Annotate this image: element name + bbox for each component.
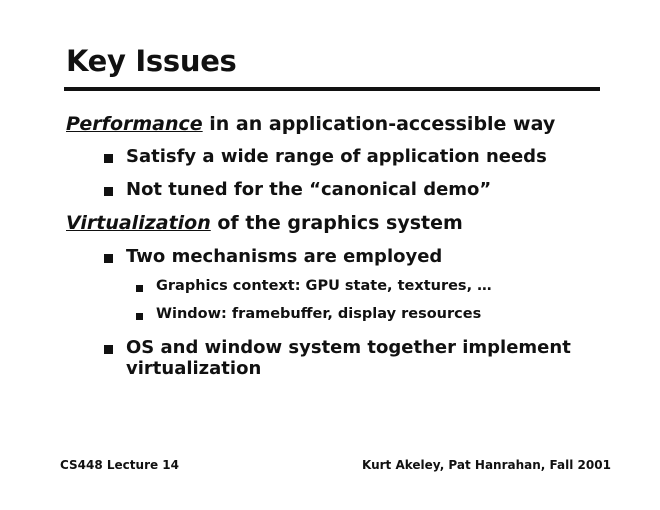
bullet-square-small: [136, 313, 143, 320]
subsubpoint-window: Window: framebuffer, display resources: [156, 306, 482, 322]
bullet-square: [104, 154, 113, 163]
bullet-square: [104, 345, 113, 354]
subpoint-os-window-system: OS and window system together implement: [126, 337, 571, 358]
subsubpoint-graphics-context: Graphics context: GPU state, textures, …: [156, 278, 492, 294]
bullet-square-small: [136, 285, 143, 292]
point-virtualization: [66, 212, 463, 234]
subpoint-wide-range: Satisfy a wide range of application needs: [126, 146, 547, 167]
title-rule: [64, 87, 600, 91]
point-virtualization-text: of the graphics system: [210, 212, 463, 234]
footer-course: CS448 Lecture 14: [60, 458, 180, 472]
bullet-square: [104, 254, 113, 263]
term-virtualization: Virtualization: [66, 212, 211, 234]
subpoint-os-window-system-cont: virtualization: [126, 358, 262, 379]
subpoint-two-mechanisms: Two mechanisms are employed: [126, 246, 443, 267]
point-performance: [66, 113, 555, 135]
bullet-square: [104, 187, 113, 196]
footer-authors: Kurt Akeley, Pat Hanrahan, Fall 2001: [362, 458, 611, 472]
slide-title: Key Issues: [66, 44, 237, 78]
term-performance: Performance: [66, 113, 203, 135]
point-performance-text: in an application-accessible way: [202, 113, 556, 135]
subpoint-canonical-demo: Not tuned for the “canonical demo”: [126, 179, 492, 200]
